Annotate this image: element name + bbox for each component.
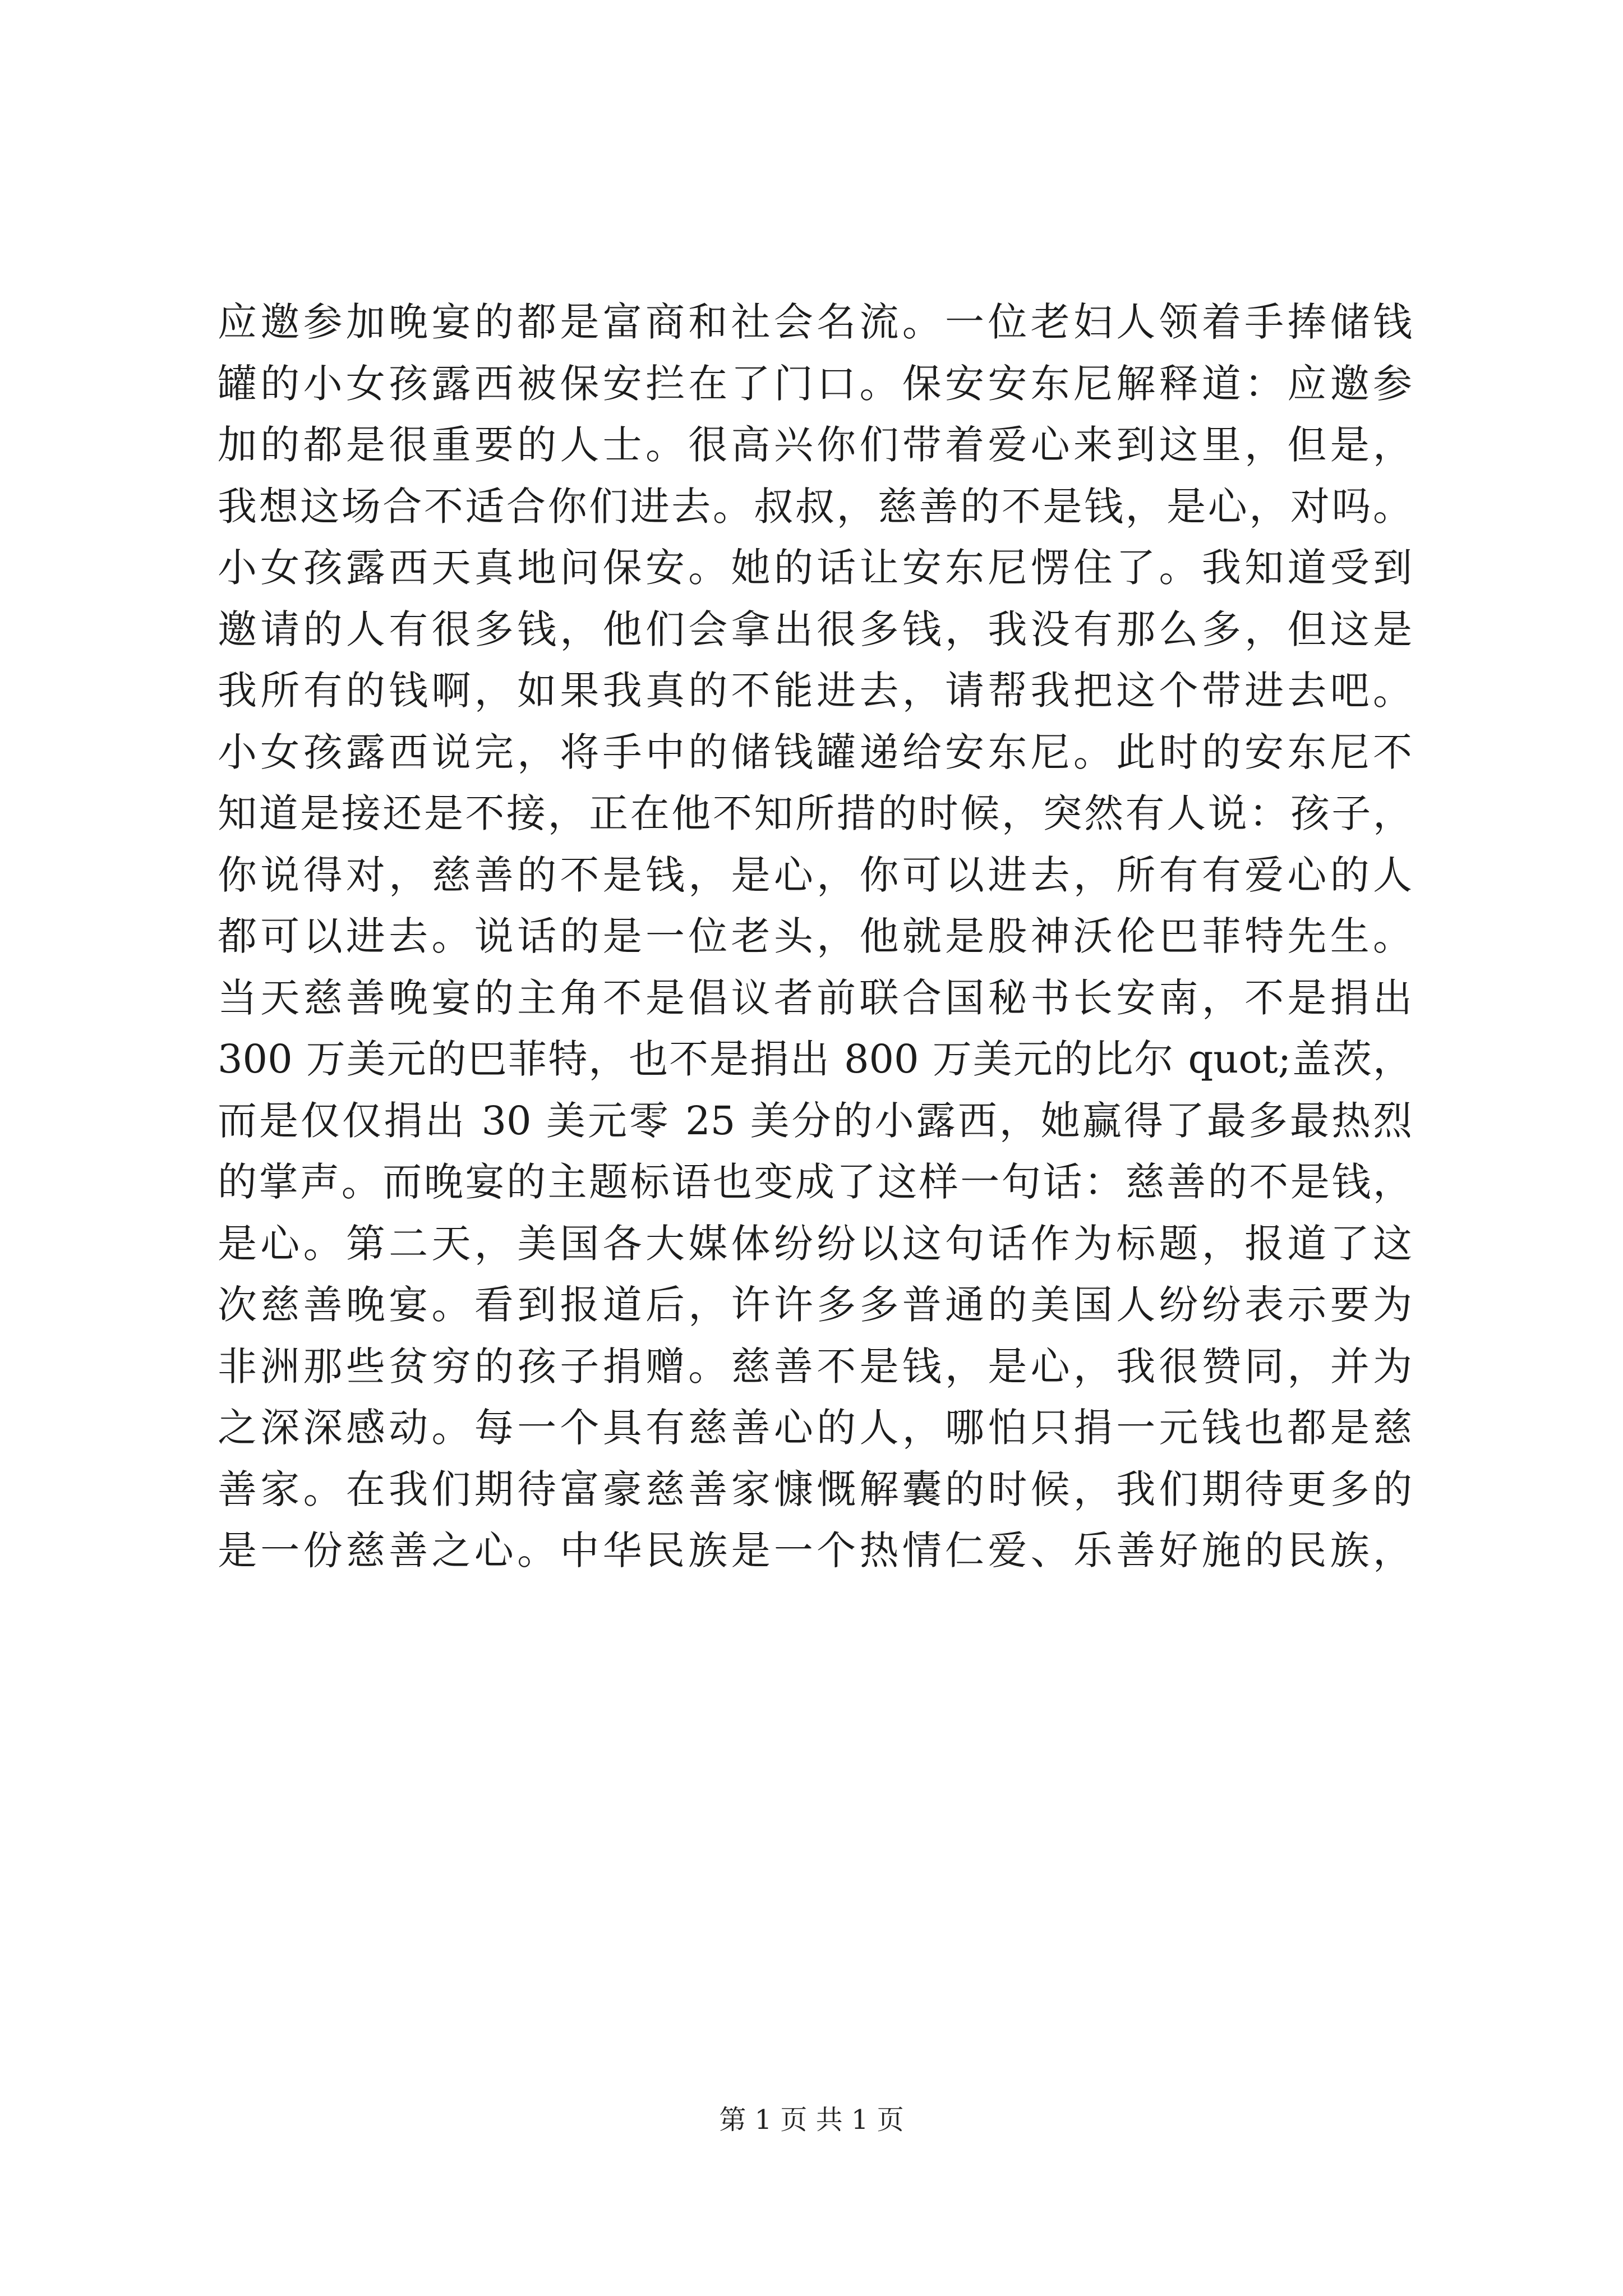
- text-line: 我想这场合不适合你们进去。叔叔，慈善的不是钱，是心，对吗。: [218, 483, 1412, 530]
- text-line: 都可以进去。说话的是一位老头，他就是股神沃伦巴菲特先生。: [218, 913, 1412, 959]
- text-line: 之深深感动。每一个具有慈善心的人，哪怕只捐一元钱也都是慈: [218, 1405, 1412, 1451]
- body-text: [218, 292, 1412, 1582]
- text-line: 邀请的人有很多钱，他们会拿出很多钱，我没有那么多，但这是: [218, 606, 1412, 652]
- text-line: 的掌声。而晚宴的主题标语也变成了这样一句话：慈善的不是钱，: [218, 1159, 1412, 1205]
- text-line: 次慈善晚宴。看到报道后，许许多多普通的美国人纷纷表示要为: [218, 1282, 1412, 1328]
- text-line: 而是仅仅捐出 30 美元零 25 美分的小露西，她赢得了最多最热烈: [218, 1097, 1412, 1144]
- text-line: 你说得对，慈善的不是钱，是心，你可以进去，所有有爱心的人: [218, 852, 1412, 898]
- text-line: 我所有的钱啊，如果我真的不能进去，请帮我把这个带进去吧。: [218, 668, 1412, 714]
- text-line: 小女孩露西天真地问保安。她的话让安东尼愣住了。我知道受到: [218, 545, 1412, 591]
- text-line: 知道是接还是不接，正在他不知所措的时候，突然有人说：孩子，: [218, 790, 1412, 836]
- page-footer: 第 1 页 共 1 页: [719, 2104, 904, 2136]
- text-line: 加的都是很重要的人士。很高兴你们带着爱心来到这里，但是，: [218, 422, 1412, 468]
- text-line: 小女孩露西说完，将手中的储钱罐递给安东尼。此时的安东尼不: [218, 729, 1412, 775]
- text-line: 是心。第二天，美国各大媒体纷纷以这句话作为标题，报道了这: [218, 1220, 1412, 1267]
- text-line: 非洲那些贫穷的孩子捐赠。慈善不是钱，是心，我很赞同，并为: [218, 1343, 1412, 1389]
- text-line: 应邀参加晚宴的都是富商和社会名流。一位老妇人领着手捧储钱: [218, 299, 1412, 345]
- text-line: 300 万美元的巴菲特，也不是捐出 800 万美元的比尔 quot;盖茨，: [218, 1036, 1412, 1082]
- text-line: 是一份慈善之心。中华民族是一个热情仁爱、乐善好施的民族，: [218, 1527, 1412, 1573]
- text-line: 罐的小女孩露西被保安拦在了门口。保安安东尼解释道：应邀参: [218, 360, 1412, 407]
- text-line: 当天慈善晚宴的主角不是倡议者前联合国秘书长安南，不是捐出: [218, 974, 1412, 1021]
- text-line: 善家。在我们期待富豪慈善家慷慨解囊的时候，我们期待更多的: [218, 1466, 1412, 1512]
